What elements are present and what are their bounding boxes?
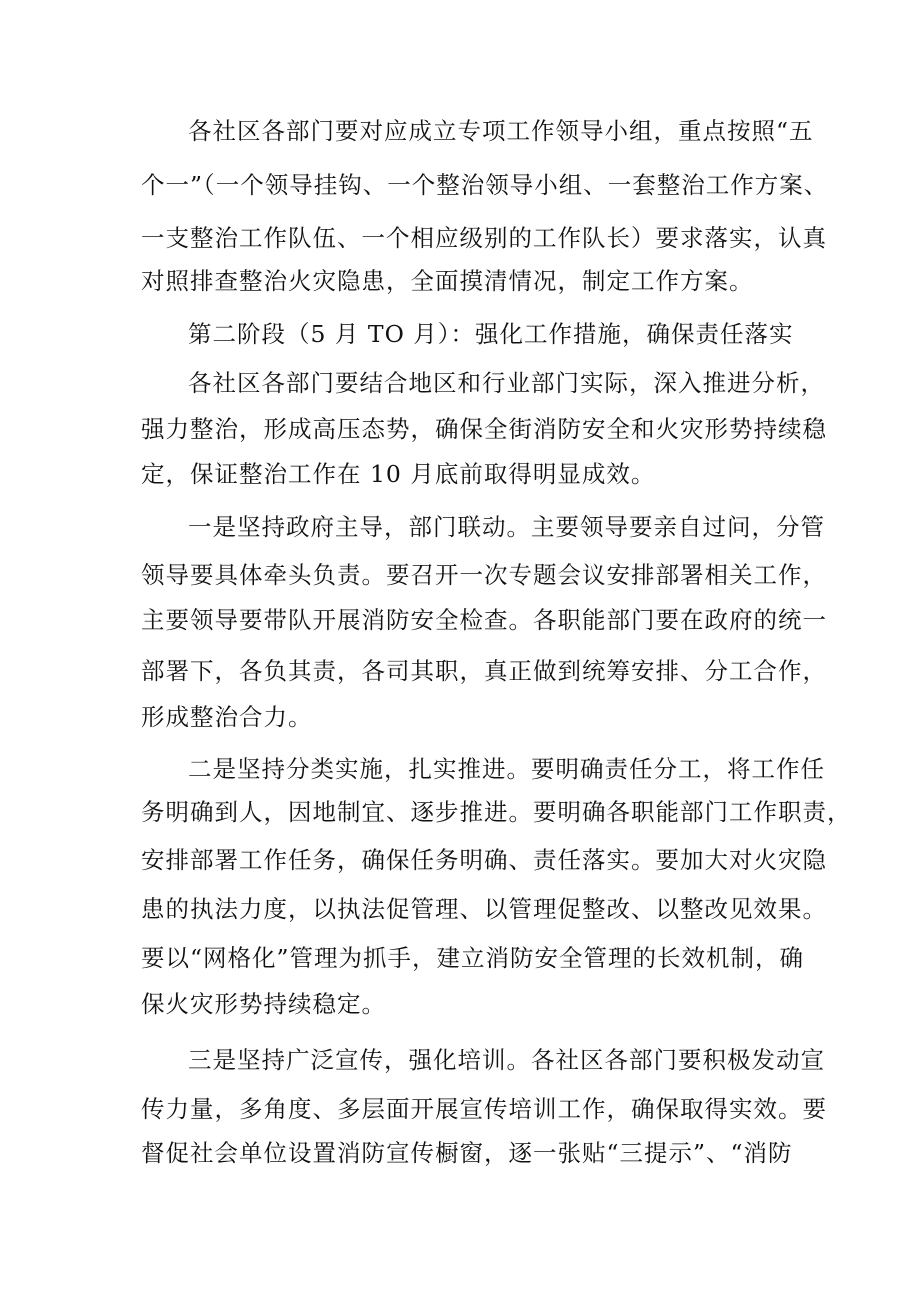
paragraph-line: 传力量，多角度、多层面开展宣传培训工作，确保取得实效。要 bbox=[141, 1095, 827, 1123]
paragraph-line: 二是坚持分类实施，扎实推进。要明确责任分工，将工作任 bbox=[188, 755, 825, 783]
paragraph-line: 要以“网格化”管理为抓手，建立消防安全管理的长效机制，确 bbox=[141, 944, 805, 972]
paragraph-line: 保火灾形势持续稳定。 bbox=[141, 990, 386, 1018]
paragraph-line: 一支整治工作队伍、一个相应级别的工作队长）要求落实，认真 bbox=[141, 224, 827, 252]
paragraph-line: 定，保证整治工作在 10 月底前取得明显成效。 bbox=[141, 460, 656, 488]
paragraph-line: 各社区各部门要结合地区和行业部门实际，深入推进分析， bbox=[188, 369, 825, 397]
paragraph-line: 形成整治合力。 bbox=[141, 703, 313, 731]
paragraph-line: 三是坚持广泛宣传，强化培训。各社区各部门要积极发动宣 bbox=[188, 1046, 825, 1074]
section-heading: 第二阶段（5 月 TO 月）：强化工作措施，确保责任落实 bbox=[188, 320, 794, 348]
paragraph-line: 一是坚持政府主导，部门联动。主要领导要亲自过问，分管 bbox=[188, 513, 825, 541]
paragraph-line: 主要领导要带队开展消防安全检查。各职能部门要在政府的统一 bbox=[141, 606, 827, 634]
paragraph-line: 各社区各部门要对应成立专项工作领导小组，重点按照“五 bbox=[188, 117, 814, 145]
paragraph-line: 强力整治，形成高压态势，确保全街消防安全和火灾形势持续稳 bbox=[141, 415, 827, 443]
paragraph-line: 部署下，各负其责，各司其职，真正做到统筹安排、分工合作， bbox=[141, 657, 827, 685]
paragraph-line: 务明确到人，因地制宜、逐步推进。要明确各职能部门工作职责， bbox=[141, 798, 852, 826]
paragraph-line: 领导要具体牵头负责。要召开一次专题会议安排部署相关工作， bbox=[141, 561, 827, 589]
paragraph-line: 督促社会单位设置消防宣传橱窗，逐一张贴“三提示”、“消防 bbox=[141, 1139, 793, 1167]
paragraph-line: 患的执法力度，以执法促管理、以管理促整改、以整改见效果。 bbox=[141, 895, 827, 923]
paragraph-line: 安排部署工作任务，确保任务明确、责任落实。要加大对火灾隐 bbox=[141, 846, 827, 874]
paragraph-line: 个一”（一个领导挂钩、一个整治领导小组、一套整治工作方案、 bbox=[141, 171, 829, 199]
paragraph-line: 对照排查整治火灾隐患，全面摸清情况，制定工作方案。 bbox=[141, 267, 754, 295]
